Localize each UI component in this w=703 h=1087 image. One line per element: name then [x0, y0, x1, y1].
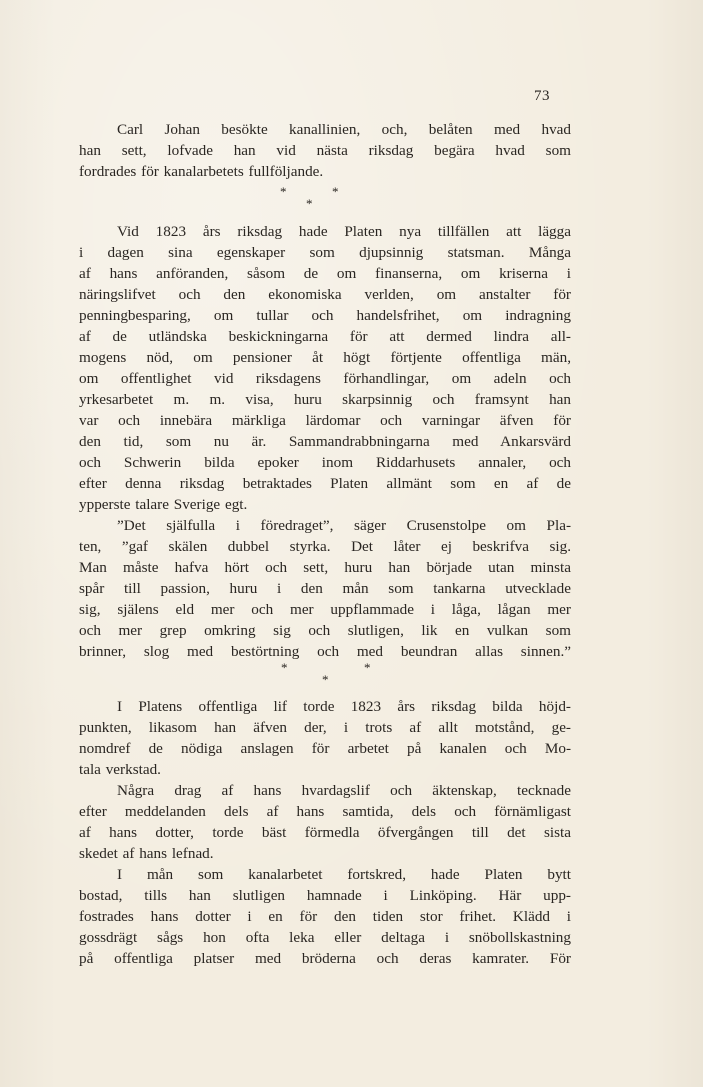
asterisk: * [364, 660, 371, 675]
text-line: Carl Johan besökte kanallinien, och, belåten med hvad [117, 121, 571, 138]
text-line: om offentlighet vid riksdagens förhandlingar, om adeln och [79, 370, 571, 387]
text-line: i dagen sina egenskaper som djupsinnig statsman. Många [79, 244, 571, 261]
text-line: I Platens offentliga lif torde 1823 års riksdag bilda höjd- [117, 698, 571, 715]
text-line: I mån som kanalarbetet fortskred, hade Platen bytt [117, 866, 571, 883]
text-line: var och innebära märkliga lärdomar och varningar äfven för [79, 412, 571, 429]
text-line: af hans anföranden, såsom de om finanserna, om kriserna i [79, 265, 571, 282]
asterisk: * [306, 196, 313, 211]
text-line: af hans dotter, torde bäst förmedla öfvergången till det sista [79, 824, 571, 841]
text-line: penningbesparing, om tullar och handelsfrihet, om indragning [79, 307, 571, 324]
text-line: fordrades för kanalarbetets fullföljande. [79, 163, 324, 180]
asterisk: * [280, 184, 287, 199]
text-line: han sett, lofvade han vid nästa riksdag begära hvad som [79, 142, 571, 159]
text-line: punkten, likasom han äfven der, i trots af allt motstånd, ge- [79, 719, 571, 736]
text-line: efter denna riksdag betraktades Platen allmänt som en af de [79, 475, 571, 492]
section-separator [0, 660, 703, 690]
text-line: mogens nöd, om pensioner åt högt förtjente offentliga män, [79, 349, 571, 366]
text-line: af de utländska beskickningarna för att dermed lindra all- [79, 328, 571, 345]
text-line: och mer grep omkring sig och slutligen, lik en vulkan som [79, 622, 571, 639]
page-number: 73 [534, 88, 550, 104]
text-line: skedet af hans lefnad. [79, 845, 214, 862]
text-line: Vid 1823 års riksdag hade Platen nya tillfällen att lägga [117, 223, 571, 240]
text-line: brinner, slog med bestörtning och med beundran allas sinnen.” [79, 643, 571, 660]
text-line: och Schwerin bilda epoker inom Riddarhusets annaler, och [79, 454, 571, 471]
text-line: nomdref de nödiga anslagen för arbetet på kanalen och Mo- [79, 740, 571, 757]
text-line: sig, själens eld mer och mer uppflammade i låga, lågan mer [79, 601, 571, 618]
text-line: ten, ”gaf skälen dubbel styrka. Det låter ej beskrifva sig. [79, 538, 571, 555]
asterisk: * [332, 184, 339, 199]
text-line: ”Det själfulla i föredraget”, säger Crusenstolpe om Pla- [117, 517, 571, 534]
text-line: gossdrägt sågs hon ofta leka eller deltaga i snöbollskastning [79, 929, 571, 946]
text-line: Några drag af hans hvardagslif och äktenskap, tecknade [117, 782, 571, 799]
text-line: tala verkstad. [79, 761, 161, 778]
text-line: spår till passion, huru i den mån som tankarna utvecklade [79, 580, 571, 597]
text-line: Man måste hafva hört och sett, huru han började utan minsta [79, 559, 571, 576]
text-line: bostad, tills han slutligen hamnade i Linköping. Här upp- [79, 887, 571, 904]
text-line: på offentliga platser med bröderna och deras kamrater. För [79, 950, 571, 967]
text-line: fostrades hans dotter i en för den tiden stor frihet. Klädd i [79, 908, 571, 925]
text-line: efter meddelanden dels af hans samtida, dels och förnämligast [79, 803, 571, 820]
text-line: näringslifvet och den ekonomiska verlden, om anstalter för [79, 286, 571, 303]
text-line: yrkesarbetet m. m. visa, huru skarpsinnig och framsynt han [79, 391, 571, 408]
asterisk: * [281, 660, 288, 675]
asterisk: * [322, 672, 329, 687]
text-line: den tid, som nu är. Sammandrabbningarna med Ankarsvärd [79, 433, 571, 450]
section-separator [0, 184, 703, 214]
text-line: ypperste talare Sverige egt. [79, 496, 248, 513]
